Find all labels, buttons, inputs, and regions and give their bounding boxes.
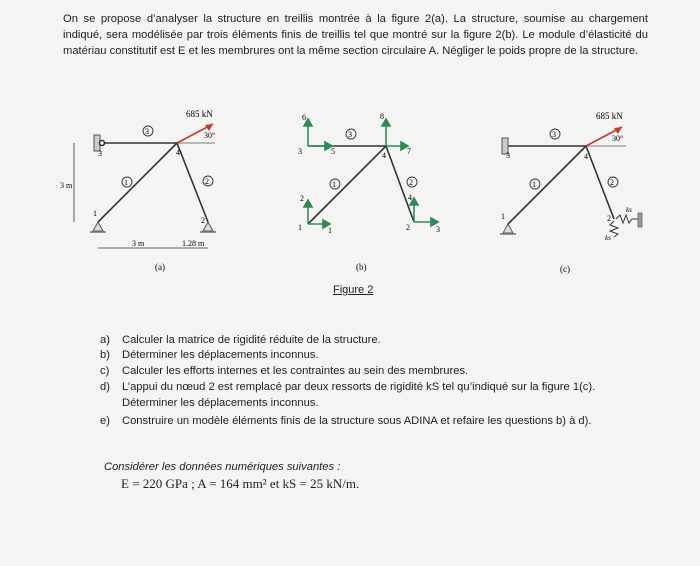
- ks-label-h: ks: [626, 206, 632, 214]
- dof-6: 6: [302, 113, 306, 122]
- sub-a: (a): [155, 262, 165, 272]
- node1-label-c: 1: [501, 212, 505, 221]
- dof-8: 8: [380, 112, 384, 121]
- dim-height: 3 m: [60, 181, 73, 190]
- figure-2c: [500, 127, 642, 237]
- dof-4: 4: [408, 193, 412, 202]
- question-d: d) L’appui du nœud 2 est remplacé par deux ressorts de rigidité kS tel qu’indiqué sur la figure 1(c).: [100, 381, 596, 393]
- dof-7: 7: [407, 147, 411, 156]
- node4-label-b: 4: [382, 151, 386, 160]
- figure-2: [60, 98, 660, 288]
- angle-label-c: 30°: [612, 134, 624, 143]
- sub-b: (b): [356, 262, 367, 272]
- figure-caption: Figure 2: [333, 284, 374, 296]
- node4-label-c: 4: [584, 152, 588, 161]
- dim-offset: 1.28 m: [182, 239, 205, 248]
- node4-label-a: 4: [176, 148, 180, 157]
- node3-label-b: 3: [298, 147, 302, 156]
- dim-width: 3 m: [132, 239, 145, 248]
- dof-5: 5: [331, 147, 335, 156]
- elem3-label-a: 3: [145, 127, 149, 136]
- elem2-label-b: 2: [409, 178, 413, 187]
- load-label-c: 685 kN: [596, 111, 623, 121]
- angle-label-a: 30°: [204, 131, 216, 140]
- node1-label-b: 1: [298, 223, 302, 232]
- elem2-label-a: 2: [205, 177, 209, 186]
- elem1-label-a: 1: [124, 178, 128, 187]
- figure-2a: [74, 124, 216, 248]
- node3-label-a: 3: [98, 149, 102, 158]
- question-a: a) Calculer la matrice de rigidité réduite de la structure.: [100, 334, 381, 346]
- node3-label-c: 3: [506, 151, 510, 160]
- question-d-cont: Déterminer les déplacements inconnus.: [122, 397, 319, 409]
- question-b: b) Déterminer les déplacements inconnus.: [100, 349, 319, 361]
- intro-paragraph: On se propose d’analyser la structure en treillis montrée à la figure 2(a). La structure, soumise au chargement indiqué, sera modélisée par trois éléments finis de treillis tel que montré sur la figure 2(b). Le module d’élasticité du matériau constitutif est E et les membrures ont la même section circulaire A. Négliger le poids propre de la structure.: [63, 13, 648, 57]
- dof-1: 1: [328, 226, 332, 235]
- sub-c: (c): [560, 264, 570, 274]
- question-c: c) Calculer les efforts internes et les contraintes au sein des membrures.: [100, 365, 469, 377]
- node2-label-a: 2: [201, 216, 205, 225]
- ks-label-v: ks: [605, 234, 611, 242]
- load-label-a: 685 kN: [186, 109, 213, 119]
- elem3-label-b: 3: [348, 130, 352, 139]
- node2-label-c: 2: [607, 214, 611, 223]
- elem2-label-c: 2: [610, 178, 614, 187]
- question-e: e) Construire un modèle éléments finis de la structure sous ADINA et refaire les questions b) à d).: [100, 415, 592, 427]
- elem1-label-b: 1: [332, 180, 336, 189]
- elem1-label-c: 1: [532, 180, 536, 189]
- dof-2: 2: [300, 194, 304, 203]
- considerer-line: Considérer les données numériques suivantes :: [104, 461, 341, 473]
- node2-label-b: 2: [406, 223, 410, 232]
- equation: E = 220 GPa ; A = 164 mm² et kS = 25 kN/m.: [121, 476, 360, 491]
- dof-3: 3: [436, 225, 440, 234]
- elem3-label-c: 3: [552, 130, 556, 139]
- node1-label-a: 1: [93, 209, 97, 218]
